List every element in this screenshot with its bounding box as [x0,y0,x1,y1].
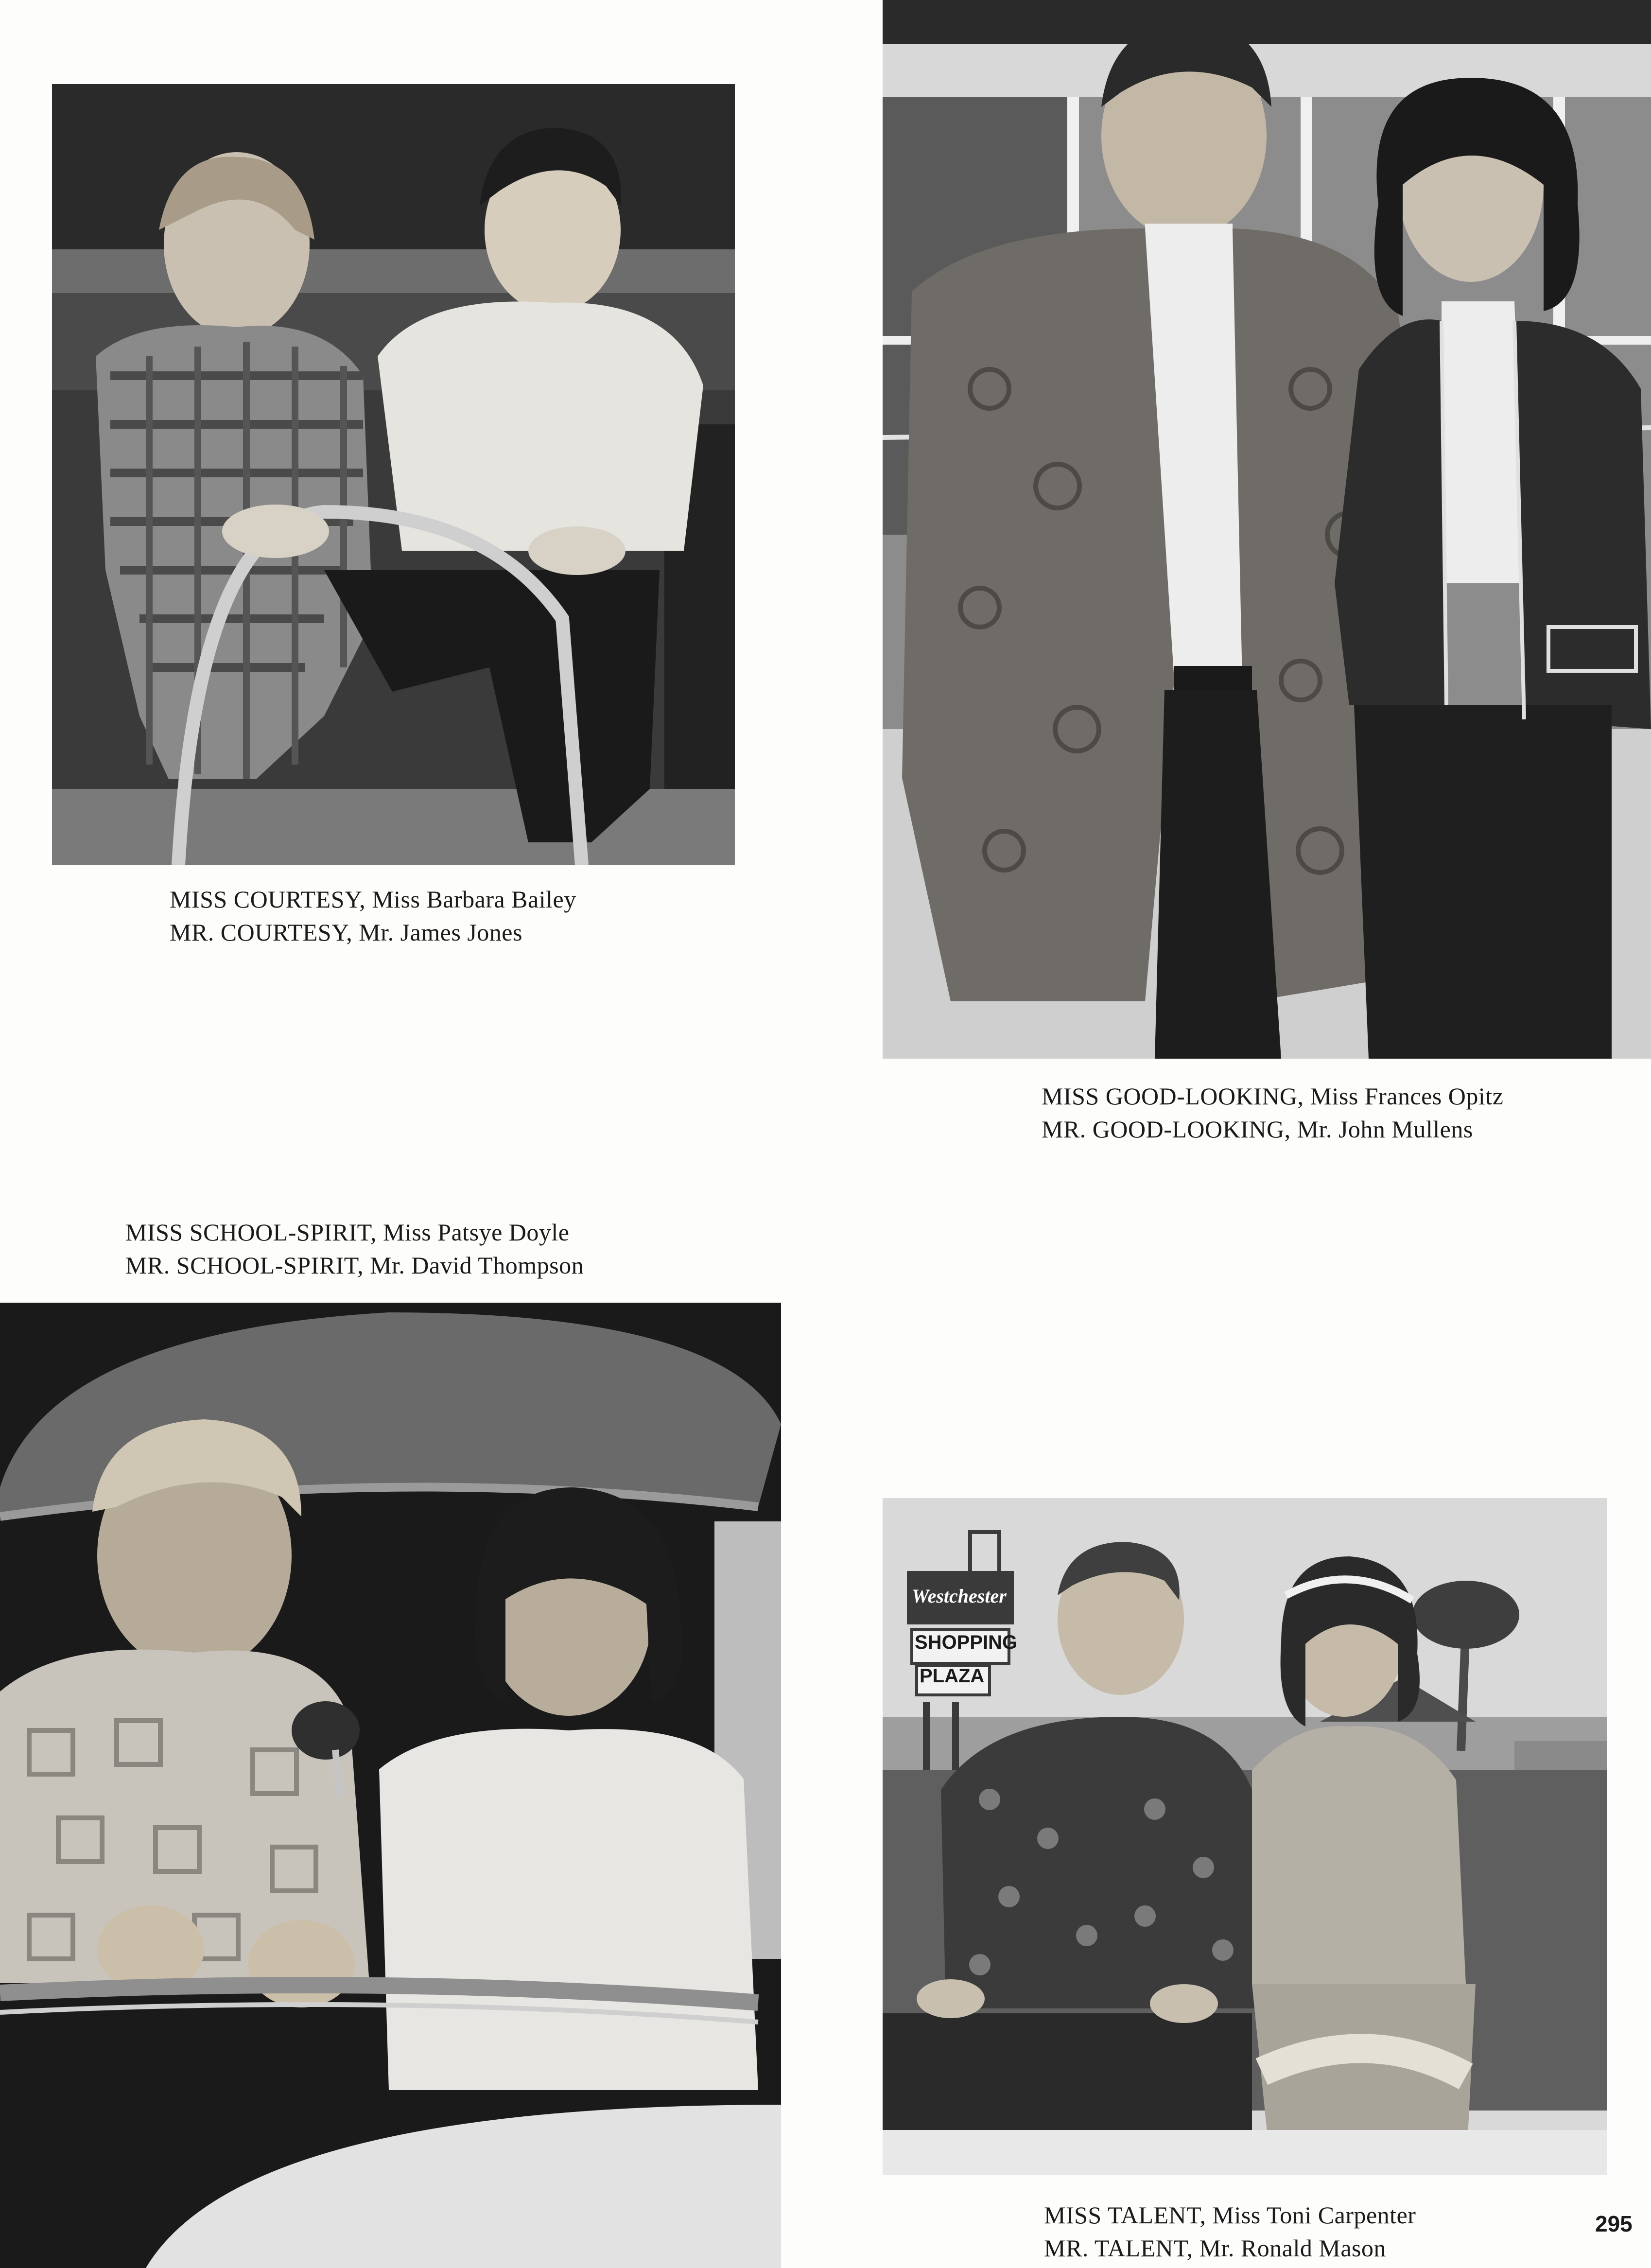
sign-westchester: Westchester [912,1585,1007,1607]
caption-school-spirit-miss: MISS SCHOOL-SPIRIT, Miss Patsye Doyle [125,1219,570,1246]
caption-courtesy-miss: MISS COURTESY, Miss Barbara Bailey [170,886,576,913]
photo-school-spirit [0,1303,781,2268]
caption-good-looking [1042,1080,1503,1146]
caption-school-spirit [125,1216,584,1282]
caption-courtesy [170,883,576,949]
photo-courtesy [52,84,735,865]
caption-good-looking-miss: MISS GOOD-LOOKING, Miss Frances Opitz [1042,1082,1504,1110]
caption-talent [1044,2198,1416,2265]
caption-good-looking-mr: MR. GOOD-LOOKING, Mr. John Mullens [1042,1116,1473,1143]
shopping-plaza-sign [912,1572,1028,1691]
photo-good-looking [883,0,1651,1059]
photo-talent [883,1498,1607,2175]
sign-shopping: SHOPPING [915,1632,1018,1653]
sign-plaza: PLAZA [920,1665,985,1687]
caption-school-spirit-mr: MR. SCHOOL-SPIRIT, Mr. David Thompson [125,1252,584,1279]
caption-talent-miss: MISS TALENT, Miss Toni Carpenter [1044,2201,1416,2229]
page-number: 295 [1595,2211,1633,2236]
caption-courtesy-mr: MR. COURTESY, Mr. James Jones [170,919,522,946]
caption-talent-mr: MR. TALENT, Mr. Ronald Mason [1044,2234,1386,2262]
